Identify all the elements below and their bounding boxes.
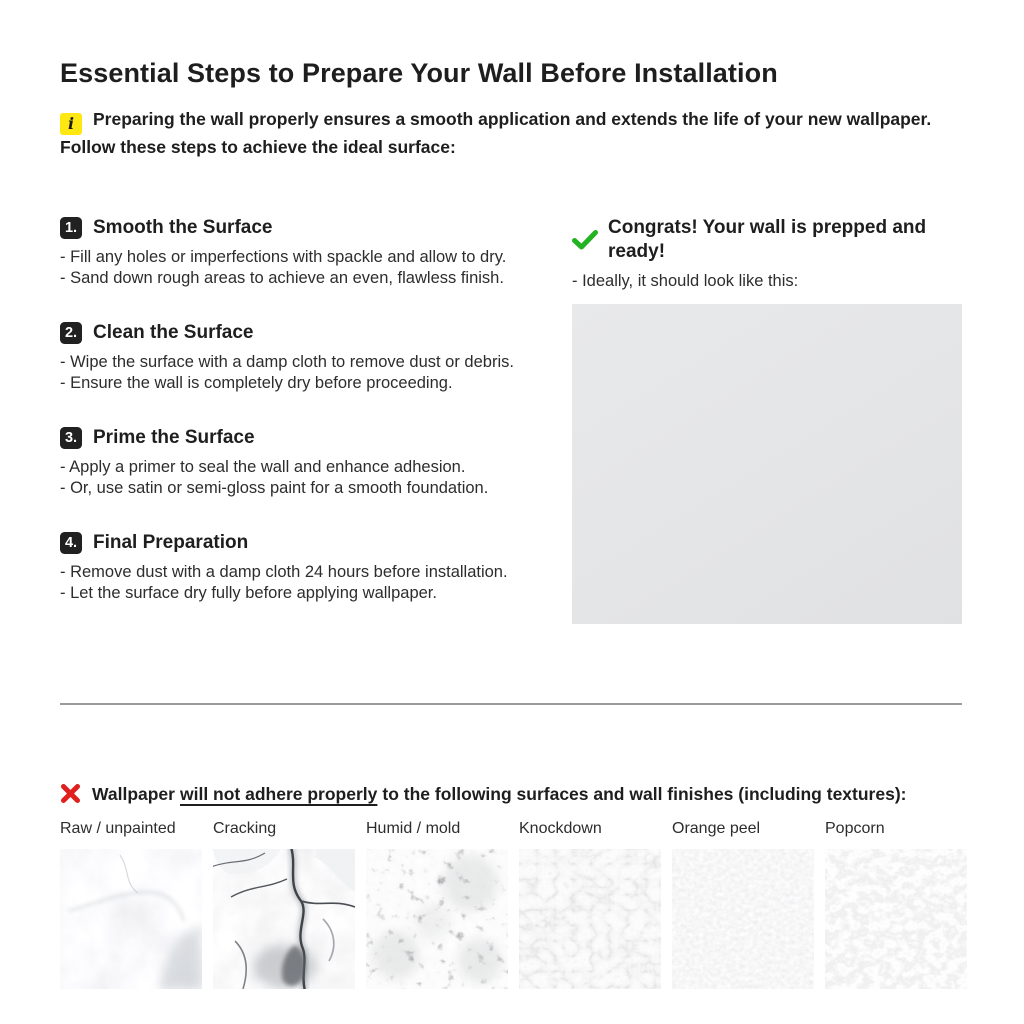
texture-image-popcorn bbox=[825, 849, 967, 989]
warning-suffix: to the following surfaces and wall finishes (including textures): bbox=[382, 783, 907, 804]
texture-popcorn bbox=[825, 819, 967, 989]
step-detail: - Remove dust with a damp cloth 24 hours before installation. bbox=[60, 563, 508, 581]
step-title-text: Final Preparation bbox=[93, 532, 249, 553]
step-heading bbox=[60, 321, 572, 345]
texture-label: Cracking bbox=[213, 819, 277, 837]
check-icon bbox=[572, 230, 598, 250]
texture-image-raw-unpainted bbox=[60, 849, 202, 989]
texture-image-cracking bbox=[213, 849, 355, 989]
texture-label: Popcorn bbox=[825, 819, 885, 837]
warning-line bbox=[60, 782, 962, 806]
intro-text: Preparing the wall properly ensures a smooth application and extends the life of your new wallpaper. Follow these steps to achieve the ideal surface: bbox=[60, 109, 932, 157]
section-divider bbox=[60, 703, 962, 705]
step-number-badge: 3. bbox=[60, 427, 82, 449]
texture-image-knockdown bbox=[519, 849, 661, 989]
step-detail: - Ensure the wall is completely dry before proceeding. bbox=[60, 373, 453, 392]
step-final-preparation bbox=[60, 531, 572, 603]
warning-text bbox=[92, 782, 906, 806]
texture-orange-peel bbox=[672, 819, 814, 989]
x-icon bbox=[60, 783, 81, 804]
step-clean-surface bbox=[60, 321, 572, 393]
texture-label: Knockdown bbox=[519, 819, 602, 837]
content-columns bbox=[60, 216, 962, 624]
result-title-text: Congrats! Your wall is prepped and ready! bbox=[608, 217, 927, 262]
prepped-wall-image bbox=[572, 304, 962, 624]
warning-emphasis: will not adhere properly bbox=[179, 783, 378, 804]
texture-label: Orange peel bbox=[672, 819, 761, 837]
step-detail: - Apply a primer to seal the wall and enhance adhesion. bbox=[60, 458, 466, 476]
bad-surface-gallery bbox=[60, 819, 962, 989]
step-number-badge: 4. bbox=[60, 532, 82, 554]
texture-label: Humid / mold bbox=[366, 819, 461, 837]
step-heading bbox=[60, 531, 572, 555]
step-smooth-surface bbox=[60, 216, 572, 288]
info-icon: i bbox=[60, 113, 82, 135]
texture-label: Raw / unpainted bbox=[60, 819, 176, 837]
intro-paragraph bbox=[60, 107, 962, 159]
steps-list bbox=[60, 216, 572, 624]
step-title-text: Clean the Surface bbox=[93, 322, 254, 343]
step-heading bbox=[60, 426, 572, 450]
step-prime-surface bbox=[60, 426, 572, 498]
step-title-text: Prime the Surface bbox=[93, 427, 255, 448]
result-subtitle: - Ideally, it should look like this: bbox=[572, 272, 799, 290]
step-detail: - Sand down rough areas to achieve an even, flawless finish. bbox=[60, 268, 504, 287]
result-panel bbox=[572, 216, 962, 624]
texture-humid-mold bbox=[366, 819, 508, 989]
step-detail: - Let the surface dry fully before applying wallpaper. bbox=[60, 583, 437, 602]
step-heading bbox=[60, 216, 572, 240]
warning-prefix: Wallpaper bbox=[92, 783, 175, 804]
step-number-badge: 1. bbox=[60, 217, 82, 239]
texture-cracking bbox=[213, 819, 355, 989]
texture-image-orange-peel bbox=[672, 849, 814, 989]
step-number-badge: 2. bbox=[60, 322, 82, 344]
result-heading bbox=[572, 216, 962, 264]
step-title-text: Smooth the Surface bbox=[93, 217, 273, 238]
texture-raw-unpainted bbox=[60, 819, 202, 989]
page-title: Essential Steps to Prepare Your Wall Before Installation bbox=[60, 58, 778, 88]
texture-knockdown bbox=[519, 819, 661, 989]
step-detail: - Fill any holes or imperfections with spackle and allow to dry. bbox=[60, 248, 507, 266]
texture-image-humid-mold bbox=[366, 849, 508, 989]
step-detail: - Or, use satin or semi-gloss paint for a smooth foundation. bbox=[60, 478, 489, 497]
step-detail: - Wipe the surface with a damp cloth to remove dust or debris. bbox=[60, 353, 514, 371]
